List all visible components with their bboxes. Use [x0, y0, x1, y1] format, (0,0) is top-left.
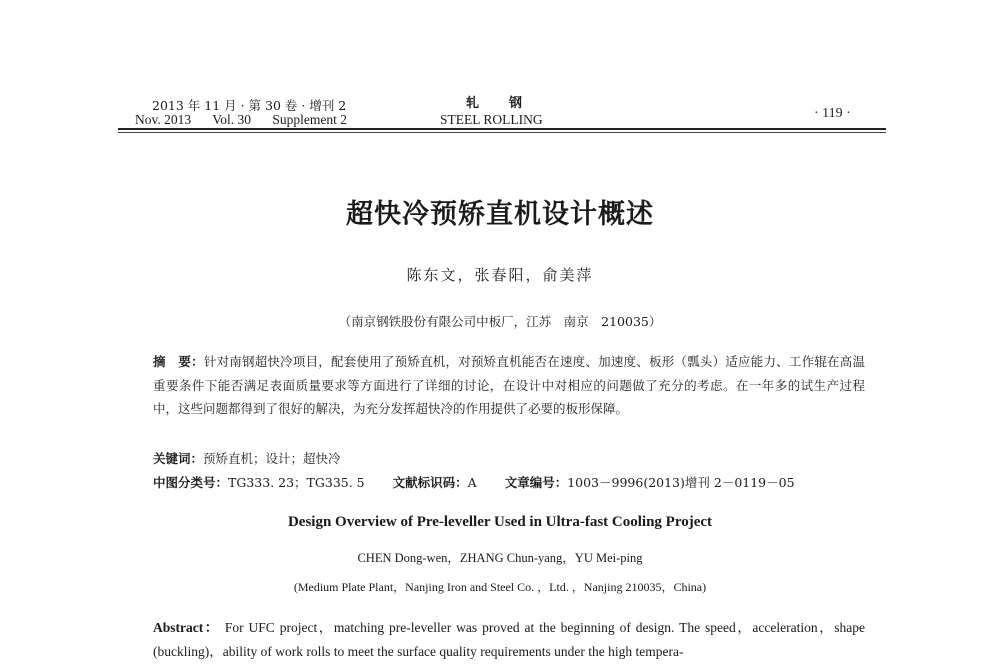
authors-cn: 陈东文，张春阳，俞美萍 [406, 266, 594, 284]
keywords-cn-label: 关键词： [153, 451, 204, 466]
clc-value: TG333. 23；TG335. 5 [228, 475, 365, 490]
abstract-en-text: For UFC project，matching pre-leveller was proved at the beginning of design. The speed，acceleration，shape (buckling)，ability of work rolls to meet the surface quality requirements under the high tempera- [153, 620, 865, 659]
journal-name-cn: 轧钢 [466, 96, 553, 111]
page-number: · 119 · [814, 106, 851, 121]
abstract-cn [153, 350, 865, 421]
abstract-en-label: Abstract： [153, 620, 220, 635]
header-date: Nov. 2013 [135, 112, 192, 127]
title-en: Design Overview of Pre-leveller Used in Ultra-fast Cooling Project [287, 514, 713, 530]
classification-line [153, 471, 865, 495]
article-number-value: 1003－9996(2013)增刊 2－0119－05 [567, 475, 795, 490]
keywords-cn [153, 447, 865, 471]
abstract-cn-label: 摘 要： [153, 354, 204, 369]
header-rule-thin [118, 132, 886, 133]
journal-name-en: STEEL ROLLING [440, 112, 543, 127]
doc-code-value: A [467, 475, 477, 490]
affiliation-en: (Medium Plate Plant，Nanjing Iron and Steel Co. ，Ltd. ，Nanjing 210035，China) [293, 580, 707, 594]
title-cn: 超快冷预矫直机设计概述 [346, 199, 654, 230]
affiliation-cn: （南京钢铁股份有限公司中板厂，江苏 南京 210035） [338, 314, 662, 329]
header-volume: Vol. 30 [212, 112, 252, 127]
header-issue-en [135, 112, 365, 128]
header-issue-cn: 2013 年 11 月 · 第 30 卷 · 增刊 2 [152, 98, 347, 113]
header-supplement: Supplement 2 [272, 112, 348, 127]
header-rule-thick [118, 128, 886, 130]
abstract-cn-text: 针对南钢超快冷项目，配套使用了预矫直机，对预矫直机能否在速度、加速度、板形（瓢头）适应能力、工作辊在高温重要条件下能否满足表面质量要求等方面进行了详细的讨论，在设计中对相应的问题做了充分的考虑。在一年多的试生产过程中，这些问题都得到了很好的解决，为充分发挥超快冷的作用提供了必要的板形保障。 [153, 354, 865, 416]
clc-label: 中图分类号： [153, 475, 229, 490]
authors-en: CHEN Dong-wen，ZHANG Chun-yang，YU Mei-ping [357, 551, 643, 565]
abstract-en [153, 616, 865, 664]
doc-code-label: 文献标识码： [392, 475, 468, 490]
article-number-label: 文章编号： [504, 475, 568, 490]
keywords-cn-text: 预矫直机；设计；超快冷 [203, 451, 341, 466]
